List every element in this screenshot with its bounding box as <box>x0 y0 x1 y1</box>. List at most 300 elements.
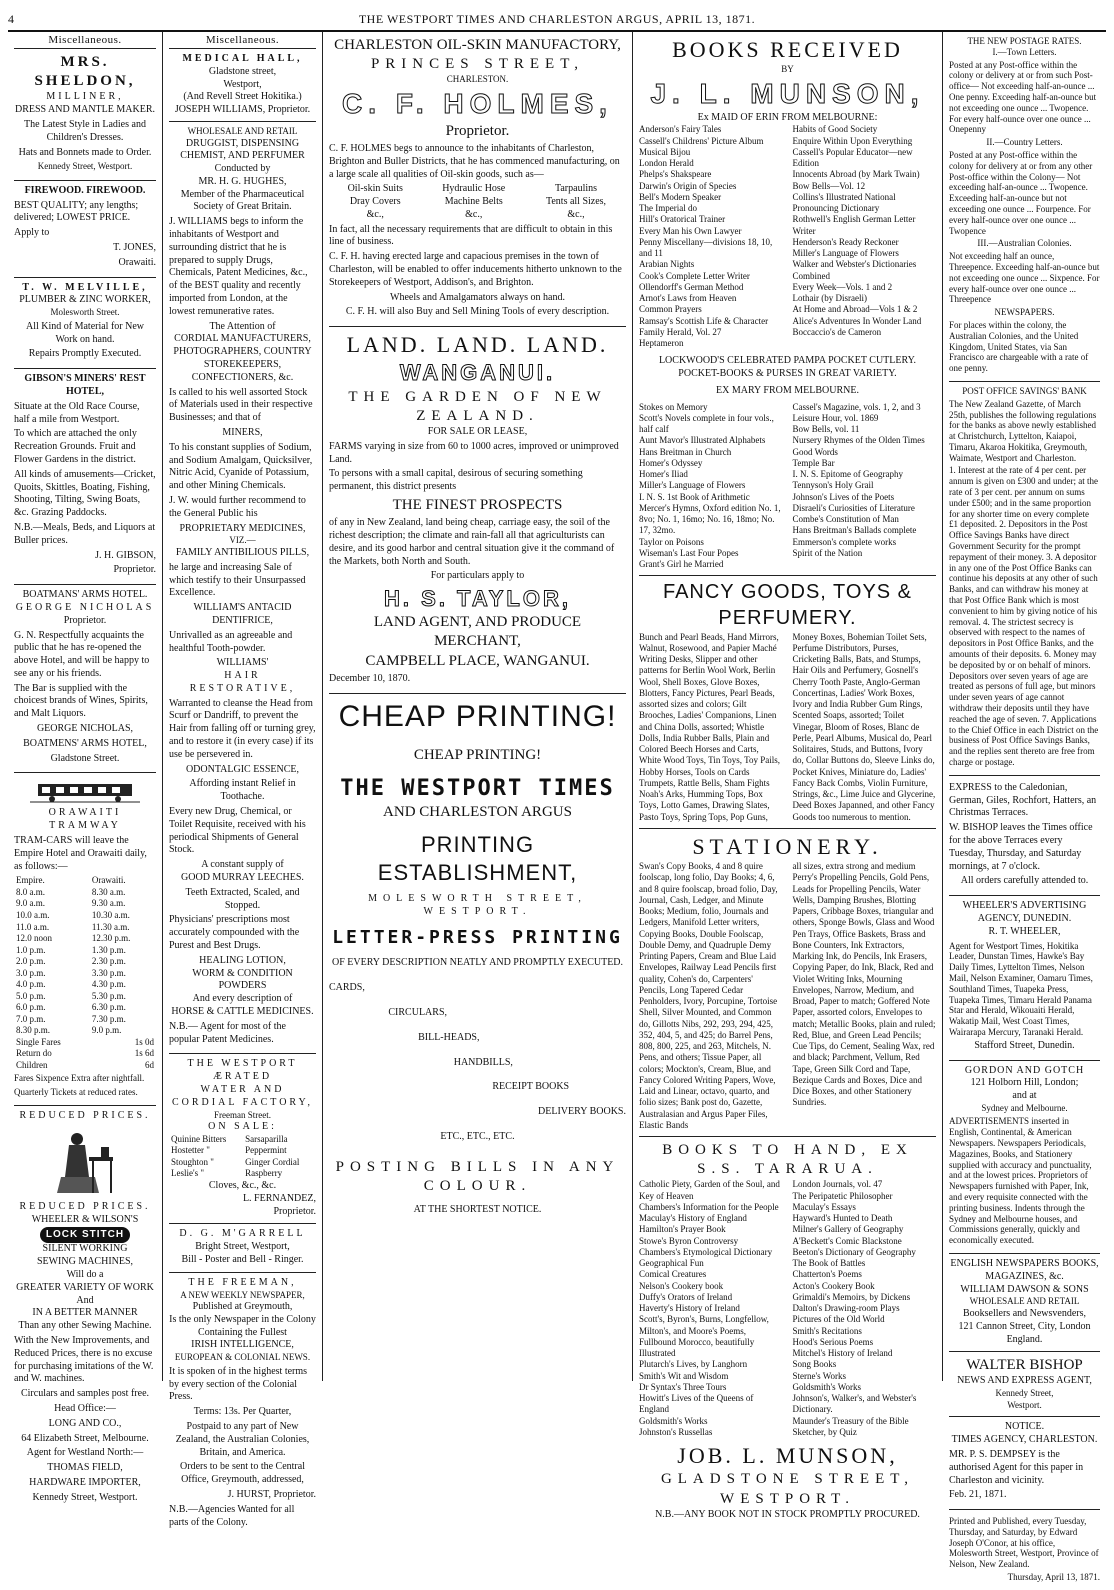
list-item: A'Beckett's Comic Blackstone <box>792 1235 902 1246</box>
ad-line: CHARLESTON. <box>446 74 509 85</box>
ad-line: POSTING BILLS IN ANY COLOUR. <box>335 1158 620 1195</box>
notice-savings-bank <box>949 382 1100 776</box>
ad-line: N.B.—ANY BOOK NOT IN STOCK PROMPTLY PROCURED. <box>655 1508 920 1520</box>
list-item: Mercer's Hymns, Oxford edition No. 1, 8vo; No. 1, 16mo; No. 16, 18mo; No. 17, 32mo. <box>639 502 781 536</box>
ad-body: G. N. Respectfully acquaints the public that he has re-opened the above Hotel, and will be happy to see any or his friends. <box>14 629 150 679</box>
ad-wheeler-wilson <box>14 1106 156 1511</box>
ad-line: JOSEPH WILLIAMS, Proprietor. <box>174 104 311 116</box>
ad-body: C. F. H. having erected large and capacious premises in the town of Charleston, will be enabled to offer inducements hitherto unknown to the Storekeepers of Westport, Addison's, and Brighton. <box>329 251 622 288</box>
list-item: Boccaccio's de Cameron <box>792 326 882 337</box>
list-item: Geographical Fun <box>639 1258 704 1269</box>
ad-line: OF EVERY DESCRIPTION NEATLY AND PROMPTLY EXECUTED. <box>331 957 624 969</box>
table-row: 4.0 p.m. 4.30 p.m. <box>16 979 126 990</box>
ad-body: FARMS varying in size from 60 to 1000 acres, improved or unimproved Land. <box>329 440 619 465</box>
ad-english-newspapers <box>949 1254 1100 1352</box>
column-5 <box>943 32 1106 1583</box>
list-item: Oil-skin Suits Hydraulic Hose Tarpaulins <box>347 183 598 195</box>
ad-body: N.B.—Meals, Beds, and Liquors at Buller prices. <box>14 521 156 546</box>
list-item: Quinine Bitters Sarsaparilla <box>171 1133 288 1144</box>
ad-title: FIREWOOD. FIREWOOD. <box>24 184 146 196</box>
ad-line: Member of the Pharmaceutical Society of Great Britain. <box>180 188 305 213</box>
ad-line: Apply to <box>14 227 50 239</box>
list-item: DELIVERY BOOKS. <box>538 1106 626 1118</box>
list-item: Lothair (by Disraeli) <box>792 293 867 304</box>
ad-line: Than any other Sewing Machine. <box>18 1320 152 1332</box>
column-1 <box>8 32 163 1503</box>
ad-line: WILLIAMS' <box>216 657 269 669</box>
list-item: I. N. S. 1st Book of Arithmetic <box>639 491 750 502</box>
ad-line: The Attention of <box>209 320 276 332</box>
list-item: CARDS, <box>329 982 365 994</box>
list-item: Wiseman's Last Four Popes <box>639 547 739 558</box>
ad-melville <box>14 278 156 370</box>
list-item: Hostetter " Peppermint <box>171 1145 287 1156</box>
ad-body: Warranted to cleanse the Head from Scurf or Dandriff, to prevent the Hair from falling off or turning grey, and to restore it (in every case) if its use be persevered in. <box>169 697 316 760</box>
list-item: Howitt's Lives of the Queens of England <box>639 1393 754 1415</box>
list-item: Goldsmith's Works <box>639 1415 708 1426</box>
list-item: Penny Miscellany—divisions 18, 10, and 11 <box>639 236 773 259</box>
ad-line: EUROPEAN & COLONIAL NEWS. <box>174 1352 311 1363</box>
ad-gibson <box>14 369 156 585</box>
list-item: Bow Bells, vol. 11 <box>792 424 860 435</box>
ad-line: A constant supply of <box>201 859 284 871</box>
ad-body: It is spoken of in the highest terms by every section of the Colonial Press. <box>169 1365 308 1403</box>
list-item: Smith's Recitations <box>792 1325 862 1336</box>
ad-body: All orders carefully attended to. <box>960 875 1089 887</box>
ad-body: TRAM-CARS will leave the Empire Hotel and Orawaiti daily, as follows:— <box>14 835 147 872</box>
list-item: Leisure Hour, vol. 1869 <box>792 412 879 423</box>
table-row: 10.0 a.m. 10.30 a.m. <box>16 910 130 920</box>
ad-brand: C. F. HOLMES, <box>342 87 613 119</box>
lock-stitch-logo: LOCK STITCH <box>40 1227 130 1244</box>
ad-line: DRESS AND MANTLE MAKER. <box>14 104 155 116</box>
ad-oilskin <box>329 32 626 327</box>
oilskin-items <box>329 183 626 221</box>
list-item: BILL-HEADS, <box>418 1031 480 1043</box>
ad-books-received <box>639 32 936 576</box>
ad-body: J. WILLIAMS begs to inform the inhabitants of Westport and surrounding district that he is prepared to supply Drugs, Chemicals, Patent Medicines, &c., of the BEST quality and recently imported from London, at the lowest remunerative rates. <box>169 216 308 317</box>
list-item: Hamilton's Prayer Book <box>639 1224 726 1235</box>
column-2 <box>163 32 323 1528</box>
list-item: Temple Bar <box>792 457 835 468</box>
ad-line: (And Revell Street Hokitika.) <box>183 91 302 103</box>
ad-title: CORDIAL FACTORY, <box>172 1096 313 1108</box>
list-item: Nelson's Cookery book <box>639 1280 724 1291</box>
ad-line: FAMILY ANTIBILIOUS PILLS, <box>175 546 310 558</box>
ad-cheap-printing <box>329 694 626 1222</box>
ad-body: Is called to his well assorted Stock of Materials used in their respective Businesses; and that of <box>169 386 313 424</box>
ad-title: ENGLISH NEWSPAPERS BOOKS, MAGAZINES, &c. <box>950 1258 1099 1282</box>
ad-address: Stafford Street, Dunedin. <box>974 1039 1075 1051</box>
list-item: Every Man his Own Lawyer <box>639 225 742 236</box>
ad-line: PRINCES STREET, <box>370 56 585 73</box>
ad-body: Orders to be sent to the Central Office, Greymouth, addressed, <box>180 1461 305 1486</box>
ad-line: LOCKWOOD'S CELEBRATED PAMPA POCKET CUTLERY. <box>658 355 917 367</box>
ad-line: FOR SALE OR LEASE, <box>427 425 528 437</box>
list-item: Cassell's Popular Educator—new Edition <box>792 146 913 169</box>
list-item: Anderson's Fairy Tales <box>639 124 722 135</box>
ad-line: CHEAP PRINTING! <box>413 747 542 764</box>
list-item: Hill's Oratorical Trainer <box>639 214 726 225</box>
ad-line: THE GARDEN OF NEW ZEALAND. <box>348 388 607 424</box>
ad-body: Affording instant Relief in Toothache. <box>189 778 296 803</box>
list-item: Family Herald, Vol. 27 <box>639 326 722 337</box>
list-item: Johnson's Lives of the Poets <box>792 491 895 502</box>
list-item: Combe's Constitution of Man <box>792 514 899 525</box>
ad-title: CHEAP PRINTING! <box>338 699 617 733</box>
ad-address: CAMPBELL PLACE, WANGANUI. <box>365 652 590 669</box>
ad-line: Head Office:— <box>54 1403 116 1414</box>
ad-signature: L. FERNANDEZ, <box>242 1192 316 1204</box>
ad-title: GIBSON'S MINERS' REST HOTEL, <box>24 373 146 397</box>
list-item: Bow Bells—Vol. 12 <box>792 180 866 191</box>
ad-line: Molesworth Street. <box>50 307 120 318</box>
ad-title: BOATMANS' ARMS HOTEL. <box>22 589 148 601</box>
ad-title: BOOKS TO HAND, EX S.S. TARARUA. <box>662 1142 913 1178</box>
ad-line: Westport, <box>223 78 262 90</box>
ad-tramway <box>14 773 156 1106</box>
notice-postage <box>949 32 1100 382</box>
section-heading: Miscellaneous. <box>14 32 156 49</box>
list-item: Grant's Girl he Married <box>639 559 724 570</box>
list-item: Spirit of the Nation <box>792 547 863 558</box>
ad-title: ORAWAITI TRAMWAY <box>48 807 122 832</box>
list-item: Tennyson's Holy Grail <box>792 480 874 491</box>
ad-body: Agent for Westport Times, Hokitika Leader, Dunstan Times, Hawke's Bay Daily Times, Lyttelton Times, Nelson Mail, Nelson Examiner, Oamaru Times, Southland Times, Tuapeka Press, Tuapeka Times, Timaru Herald Panama Star and Herald, Wikouaiti Herald, Wakatip Mail, West Coast Times, Wairarapa Mercury, Taranaki Herald. <box>949 940 1093 1037</box>
ad-line: WILLIAM DAWSON & SONS <box>960 1283 1089 1295</box>
ad-title: MEDICAL HALL, <box>182 53 303 64</box>
ad-line: WHOLESALE AND RETAIL <box>187 125 298 136</box>
list-item: Milner's Gallery of Geography <box>792 1224 904 1235</box>
list-item: The Imperial do <box>639 203 697 214</box>
ad-title: MRS. SHELDON, <box>34 54 136 90</box>
ad-brand: J. L. MUNSON, <box>650 77 925 109</box>
ad-line: III.—Australian Colonies. <box>977 238 1072 249</box>
ad-body: N.B.—Agencies Wanted for all parts of the Colony. <box>169 1503 295 1528</box>
ad-line: Bright Street, Westport, <box>195 1241 290 1253</box>
list-item: Chambers's Information for the People <box>639 1201 779 1212</box>
list-item: Aunt Mavor's Illustrated Alphabets <box>639 435 766 446</box>
list-item: Hood's Serious Poems <box>792 1336 874 1347</box>
book-list <box>639 124 936 349</box>
ad-body: BEST QUALITY; any lengths; delivered; LOWEST PRICE. <box>14 199 139 224</box>
ad-line: GREATER VARIETY OF WORK <box>16 1281 154 1293</box>
table-row: 5.0 p.m. 5.30 p.m. <box>16 990 126 1001</box>
list-item: Miller's Language of Flowers <box>792 248 899 259</box>
tram-timetable <box>14 875 156 1071</box>
fare-row: Single Fares 1s 0d <box>16 1036 154 1047</box>
ad-line: TIMES AGENCY, CHARLESTON. <box>951 1434 1098 1446</box>
ad-line: I.—Town Letters. <box>992 46 1057 57</box>
ad-body: C. F. H. will also Buy and Sell Mining Tools of every description. <box>345 306 610 318</box>
ad-line: WORM & CONDITION POWDERS <box>192 967 293 992</box>
table-row: 9.0 a.m. 9.30 a.m. <box>16 898 126 909</box>
ad-body: In fact, all the necessary requirements that are difficult to obtain in this line of business. <box>329 223 613 248</box>
list-item: Chatterton's Poems <box>792 1269 862 1280</box>
list-item: Smith's Wit and Wisdom <box>639 1370 729 1381</box>
ad-signature: T. JONES, <box>113 242 156 254</box>
ad-line: Proprietor. <box>63 614 107 626</box>
list-item: CIRCULARS, <box>388 1007 448 1019</box>
ad-line: Orawaiti. <box>118 256 156 268</box>
list-item: Enquire Within Upon Everything <box>792 135 913 146</box>
ad-body: Swan's Copy Books, 4 and 8 quire foolscap, long folio, Day Books; 4, 6, and 8 quire foolscap, broad folio, Day, Journal, Cash, Ledger, and Minute Books; Medium, folio, Journals and Ledgers, Manifold Letter writers, Copying Books, Double Foolscap, Double Demy, and Quadruple Demy Printing Papers, Cream and Blue Laid Envelopes, Railway Lead Pencils first quality, Cohen's do, Carpenters' Pencils, Long Tapered Cedar Penholders, Ivory, Porcupine, Tortoise Shell, Silver Mounted, and Common do, Gillotts Nibs, 292, 293, 294, 425, 352, 404, 5, and 425; do Barrel Pens, 808, 800, 225, and 263, Mitchels, N. Pens, and others; Tissue Paper, all colors; Mockton's, Cream, Blue, and Fancy Colored Writing Papers, Wove, Laid and Linear, octavo, quarto, and folio sizes; Bank post do, Gazette, Australasian and Argus Paper Files, Elastic Bands <box>639 861 778 1130</box>
ad-date: December 10, 1870. <box>329 672 411 684</box>
list-item: Chambers's Etymological Dictionary <box>639 1246 773 1257</box>
ad-line: Is the only Newspaper in the Colony <box>169 1313 316 1325</box>
ad-line: Booksellers and Newsvenders, <box>962 1307 1087 1319</box>
book-list-right <box>793 124 937 349</box>
ad-line: Conducted by <box>214 163 271 175</box>
ad-title: D. G. M'GARRELL <box>179 1228 306 1240</box>
ad-freeman <box>169 1273 316 1537</box>
ad-line: And <box>76 1294 94 1306</box>
list-item: Maunder's Treasury of the Bible <box>792 1415 909 1426</box>
list-item: Cook's Complete Letter Writer <box>639 270 750 281</box>
ad-wheeler-agency <box>949 896 1100 1060</box>
ad-stationery <box>639 829 936 1137</box>
table-row: 2.0 p.m. 2.30 p.m. <box>16 956 126 967</box>
ad-body: To his constant supplies of Sodium, and Sodium Amalgam, Quicksilver, Nitric Acid, Cyanide of Potassium, and other Mining Chemicals. <box>169 441 313 492</box>
list-item: Acton's Cookery Book <box>792 1280 875 1291</box>
ad-line: Gladstone Street. <box>50 752 120 764</box>
table-row: 7.0 p.m. 7.30 p.m. <box>16 1013 126 1024</box>
section-heading: Miscellaneous. <box>169 32 316 49</box>
fancy-text <box>639 632 936 823</box>
ad-body: Postpaid to any part of New Zealand, the Australian Colonies, Britain, and America. <box>175 1420 310 1458</box>
ad-title: WHEELER'S ADVERTISING AGENCY, DUNEDIN. <box>962 900 1087 924</box>
ad-body: Wheels and Amalgamators always on hand. <box>390 291 565 303</box>
ad-title: CHARLESTON OIL-SKIN MANUFACTORY, <box>334 37 621 53</box>
ad-line: A NEW WEEKLY NEWSPAPER, <box>180 1289 305 1300</box>
ad-line: DRUGGIST, DISPENSING <box>185 137 300 149</box>
ad-body: Printed and Published, every Tuesday, Thursday, and Saturday, by Edward Joseph O'Conor, at his office, Molesworth Street, Westport, Province of Nelson, New Zealand. <box>949 1516 1099 1570</box>
ad-body: Posted at any Post-office within the colony for delivery at or from any other Post-office within the Colony— Not exceeding half-an-ounce ... Twopence. Exceeding half-an-ounce but not exceeding one ounce ... Fourpence. For every half-ounce over one ounce ... Twopence <box>949 149 1093 236</box>
ad-body: For places within the colony, the Australian Colonies, and the United Kingdom, United States, via San Francisco are chargeable with a rate of one penny. <box>949 319 1089 374</box>
ad-line: Gladstone street, <box>208 65 277 77</box>
ad-line: And every description of <box>192 993 293 1005</box>
ad-title: FANCY GOODS, TOYS & PERFUMERY. <box>662 581 913 630</box>
ad-body: he large and increasing Sale of which testify to their Unsurpassed Excellence. <box>169 561 306 599</box>
table-row: 3.0 p.m. 3.30 p.m. <box>16 967 126 978</box>
ad-line: Sydney and Melbourne. <box>981 1102 1068 1113</box>
ad-line: SEWING MACHINES, <box>36 1256 134 1268</box>
ad-medical-hall <box>169 49 316 1054</box>
list-item: Rothwell's English German Letter Writer <box>792 214 916 236</box>
ad-body: Teeth Extracted, Scaled, and Stopped. <box>185 886 300 911</box>
ad-body: Physicians' prescriptions most accurately compounded with the Purest and Best Drugs. <box>169 914 300 952</box>
list-item: Hans Breitman in Church <box>639 446 732 457</box>
ad-fancy-goods <box>639 576 936 828</box>
fare-row: Return do 1s 6d <box>16 1048 154 1059</box>
list-item: London Journals, vol. 47 <box>792 1179 883 1190</box>
list-item: I. N. S. Epitome of Geography <box>792 469 903 480</box>
ad-line: II.—Country Letters. <box>986 137 1063 148</box>
list-item: Emmerson's complete works <box>792 536 897 547</box>
ad-title: WATER AND <box>200 1084 285 1095</box>
sewing-woman-illustration <box>14 1127 156 1197</box>
ad-title: THE NEW POSTAGE RATES. <box>967 36 1082 46</box>
ad-line: IN A BETTER MANNER <box>32 1307 138 1319</box>
book-list-2 <box>639 402 936 571</box>
list-item: Ramsay's Scottish Life & Character <box>639 315 769 326</box>
ad-line: Proprietor. <box>445 122 510 139</box>
ad-body: ADVERTISEMENTS inserted in English, Continental, & American Newspapers. Newspapers Periodicals, Magazines, Books, and Stationery supplied with accuracy and punctuality, and at the lowest prices. Proprietors of Newspapers furnished with Paper, Ink, and every requisite connected with the printing business. Indents through the Sydney and Melbourne houses, and Commissions generally, quickly and economically executed. <box>949 1116 1092 1246</box>
book-list-right <box>793 1179 937 1438</box>
book-list-left <box>639 402 783 571</box>
ad-express <box>949 776 1100 896</box>
ad-line: GOOD MURRAY LEECHES. <box>181 872 304 884</box>
list-item: Goldsmith's Works <box>792 1381 861 1392</box>
ad-title: STATIONERY. <box>692 833 883 859</box>
list-item: Arabian Nights <box>639 259 695 270</box>
list-item: Every Week—Vols. 1 and 2 <box>792 281 893 292</box>
ad-body: N.B.— Agent for most of the popular Patent Medicines. <box>169 1020 286 1045</box>
book-list-right <box>793 402 937 571</box>
ad-body: Situate at the Old Race Course, half a mile from Westport. <box>14 400 140 425</box>
ad-line: THOMAS FIELD, <box>47 1462 123 1474</box>
list-item: The Peripatetic Philosopher <box>792 1190 893 1201</box>
ad-line: Kennedy Street, <box>995 1388 1054 1399</box>
list-item: At Home and Abroad—Vols 1 & 2 <box>792 304 918 315</box>
ad-line: PRINTING ESTABLISHMENT, <box>377 831 578 885</box>
table-row: 1.0 p.m. 1.30 p.m. <box>16 944 126 955</box>
list-item: Henderson's Ready Reckoner <box>792 236 899 247</box>
list-item: Johnston's Russellas <box>639 1426 713 1437</box>
ad-line: IRISH INTELLIGENCE, <box>191 1339 294 1351</box>
column-3 <box>323 32 633 1381</box>
ad-line: BY <box>781 64 794 75</box>
ad-gordon-gotch <box>949 1061 1100 1254</box>
list-item: &c., &c., &c., <box>366 208 585 220</box>
ad-line: Ex MAID OF ERIN FROM MELBOURNE: <box>697 111 878 123</box>
ad-boatmans <box>14 585 156 773</box>
ad-line: MINERS, <box>222 427 263 439</box>
ad-tararua-books <box>639 1137 936 1526</box>
table-row: 8.0 a.m. 8.30 a.m. <box>16 886 126 897</box>
list-item: Nursery Rhymes of the Olden Times <box>792 435 925 446</box>
ad-body: To which are attached the only Recreation Grounds. Fruit and Flower Gardens in the district. <box>14 428 137 465</box>
ad-line: PROPRIETARY MEDICINES, <box>179 522 306 534</box>
list-item: Maculay's History of England <box>639 1213 747 1224</box>
ad-body: To persons with a small capital, desirous of securing something permanent, this district presents <box>329 468 583 493</box>
ad-body: Not exceeding half an ounce, Threepence. Exceeding half-an-ounce but not exceeding one ounce ... Sixpence. For every half-ounce over one ounce ... Threepence <box>949 251 1100 305</box>
ad-title: POST OFFICE SAVINGS' BANK <box>962 385 1087 396</box>
list-item: Scott's, Byron's, Burns, Longfellow, Milton's, and Moore's Poems, Fullbound Morocco, beautifully Illustrated <box>639 1314 769 1359</box>
ad-address: 64 Elizabeth Street, Melbourne. <box>21 1432 149 1444</box>
list-item: Common Prayers <box>639 304 702 315</box>
ad-body: Bunch and Pearl Beads, Hand Mirrors, Walnut, Rosewood, and Papier Maché Writing Desks, Slipper and other patterns for Berlin Wool Work, Berlin Wool, Shell Boxes, Glove Boxes, Blotters, Fancy Pictures, Pearl Beads, assorted sizes and colors; Gilt Brooches, Ladies' Companions, Linen and China Dolls, assorted; Whistle Dolls, India Rubber Balls, Plain and Colored Beech Horses and Carts, White Wood Toys, Tin Toys, Toy Pails, Hobby Horses, Tools on Cards Trumpets, Rattle Bells, Sham Fights Noah's Arks, Humming Tops, Box Toys, Lotto Games, Drawing Slates, Pasto Toys, Spring Tops, Pop Guns, <box>639 631 780 822</box>
table-row: 8.30 p.m. 9.0 p.m. <box>16 1025 122 1036</box>
ad-body: W. BISHOP leaves the Times office for the above Terraces every Tuesday, Thursday, and Saturday mornings, at 7 o'clock. <box>949 822 1093 872</box>
list-item: Musical Bijou <box>639 146 691 157</box>
fare-row: Children 6d <box>16 1059 154 1070</box>
ad-body: Every new Drug, Chemical, or Toilet Requisite, received with his periodical Shipments of General Stock. <box>169 806 306 856</box>
list-item: Disraeli's Curiosities of Literature <box>792 502 915 513</box>
ad-line: For particulars apply to <box>430 570 525 582</box>
ad-body: The Bar is supplied with the choicest brands of Wines, Spirits, and Malt Liquors. <box>14 682 148 720</box>
ad-title: WALTER BISHOP <box>966 1357 1083 1374</box>
list-item: Habits of Good Society <box>792 124 878 135</box>
ad-body: of any in New Zealand, land being cheap, carriage easy, the soil of the richest description; the climate and rain-fall all that agriculturists can desire, and its good harbor and central situation give it the command of the Markets, both North and South. <box>329 517 615 567</box>
ad-line: POCKET-BOOKS & PURSES IN GREAT VARIETY. <box>678 368 897 380</box>
ad-line: Westport. <box>1007 1399 1042 1410</box>
stationery-text <box>639 861 936 1131</box>
ad-line: HAIR RESTORATIVE, <box>189 670 296 694</box>
book-list-3 <box>639 1179 936 1438</box>
list-item: Maculay's Essays <box>792 1201 856 1212</box>
ad-line: HEALING LOTION, <box>199 954 286 966</box>
list-item: Stokes on Memory <box>639 401 708 412</box>
ad-line: R. T. WHEELER, <box>988 925 1061 937</box>
ad-line: Circulars and samples post free. <box>20 1388 150 1400</box>
book-list-left <box>639 1179 783 1438</box>
ad-body: With the New Improvements, and Reduced Prices, there is no excuse for purchasing imitations of the W. and W. machines. <box>14 1335 154 1385</box>
list-item: Scott's Novels complete in four vols., half calf <box>639 412 774 435</box>
ad-title: LAND. LAND. LAND. <box>346 332 609 358</box>
ad-body: Posted at any Post-office within the colony or delivery at or from such Post-office— Not exceeding half-an-ounce ... One penny. Exceeding half-an-ounce but not exceeding one ounce ... Twopence. For every half-ounce over one ounce ... Onepenny <box>949 59 1097 135</box>
list-item: Homer's Iliad <box>639 469 688 480</box>
ad-signature: J. HURST, Proprietor. <box>227 1488 316 1500</box>
ad-address: 121 Holborn Hill, London; <box>970 1077 1079 1089</box>
ad-body: Unrivalled as an agreeable and healthful Tooth-powder. <box>169 629 293 654</box>
ad-line: Proprietor. <box>273 1205 316 1217</box>
ad-line: HORSE & CATTLE MEDICINES. <box>171 1006 314 1018</box>
list-item: Leslie's " Raspberry <box>171 1168 283 1179</box>
ad-line: CORDIAL MANUFACTURERS, PHOTOGRAPHERS, COUNTRY STOREKEEPERS, CONFECTIONERS, &c. <box>173 333 312 383</box>
ad-title: NOTICE. <box>1004 1421 1045 1433</box>
ad-line: THE FINEST PROSPECTS <box>392 496 563 513</box>
ad-line: NEWS AND EXPRESS AGENT, <box>957 1375 1092 1387</box>
ad-line: Cloves, &c., &c. <box>208 1179 277 1191</box>
table-row: 6.0 p.m. 6.30 p.m. <box>16 1002 126 1013</box>
list-item: Cassell's Childrens' Picture Album <box>639 135 764 146</box>
ad-title: BOOKS RECEIVED <box>672 37 903 62</box>
ad-signature: J. H. GIBSON, <box>95 549 156 561</box>
ad-title: REDUCED PRICES. <box>19 1110 151 1122</box>
ad-body: C. F. HOLMES begs to announce to the inhabitants of Charleston, Brighton and Buller Districts, that he has commenced manufacturing, on a large scale all qualities of Oil-skin goods, such as— <box>329 142 620 180</box>
list-item: Stowe's Byron Controversy <box>639 1235 739 1246</box>
ad-wanganui-land <box>329 327 626 693</box>
ad-brand: JOB. L. MUNSON, <box>677 1443 898 1469</box>
list-item: Stoughton " Ginger Cordial <box>171 1156 300 1167</box>
ad-body: The Latest Style in Ladies and Children's Dresses. <box>24 118 146 143</box>
ad-firewood <box>14 181 156 278</box>
list-item: Haverty's History of Ireland <box>639 1303 740 1314</box>
ad-address: GLADSTONE STREET, WESTPORT. <box>660 1471 915 1507</box>
imprint <box>949 1510 1100 1590</box>
list-item: London Herald <box>639 158 694 169</box>
ad-body: J. W. would further recommend to the General Public his <box>169 495 306 519</box>
ad-body: All Kind of Material for New Work on hand. <box>25 320 145 345</box>
tram-illustration <box>14 781 156 803</box>
ad-line: MILLINER, <box>46 91 124 103</box>
ad-line: NEWSPAPERS. <box>994 307 1055 318</box>
ad-body: Money Boxes, Bohemian Toilet Sets, Perfume Distributors, Purses, Cricketing Balls, Bats, and Stumps, Hair Oils and Perfumery, Gosnell's Cherry Tooth Paste, Anglo-German Concertinas, Ladies' Work Boxes, Ivory and India Rubber Gum Rings, Scented Soaps, assorted; Toilet Vinegar, Bloom of Roses, Blanc de Perle, Pearl Albums, Musical do, Pearl Solitaires, Studs, and Buttons, Ivory do, Collar Buttons do, Sleeve Links do, Pocket Knives, Miniature do, Ladies' Fancy Back Combs, Violin Furniture, Strings, &c., Lime Juice and Glycerine, Deed Boxes Japanned, and other Fancy Goods too numerous to mention. <box>792 631 936 822</box>
list-item: The Book of Battles <box>792 1258 866 1269</box>
book-list-left <box>639 124 783 349</box>
ad-body: The New Zealand Gazette, of March 25th, publishes the following regulations for the banks as above newly established at Christchurch, Lyttelton, Kaiapoi, Timaru, Akaroa Hokitika, Greymouth, Waimate, Westport and Charleston. <box>949 398 1097 463</box>
ad-line: LAND AGENT, AND PRODUCE MERCHANT, <box>373 614 582 650</box>
list-item: Dray Covers Machine Belts Tents all Sizes, <box>349 196 607 208</box>
ad-line: ODONTALGIC ESSENCE, <box>185 763 300 775</box>
ad-line: WHEELER & WILSON'S <box>31 1213 139 1225</box>
list-item: Dalton's Drawing-room Plays <box>792 1303 900 1314</box>
list-item: Catholic Piety, Garden of the Soul, and Key of Heaven <box>639 1179 780 1201</box>
sale-items <box>169 1134 316 1180</box>
list-item: Comical Creatures <box>639 1269 707 1280</box>
list-item: Johnson's, Walker's, and Webster's Dictionary. <box>792 1393 917 1415</box>
